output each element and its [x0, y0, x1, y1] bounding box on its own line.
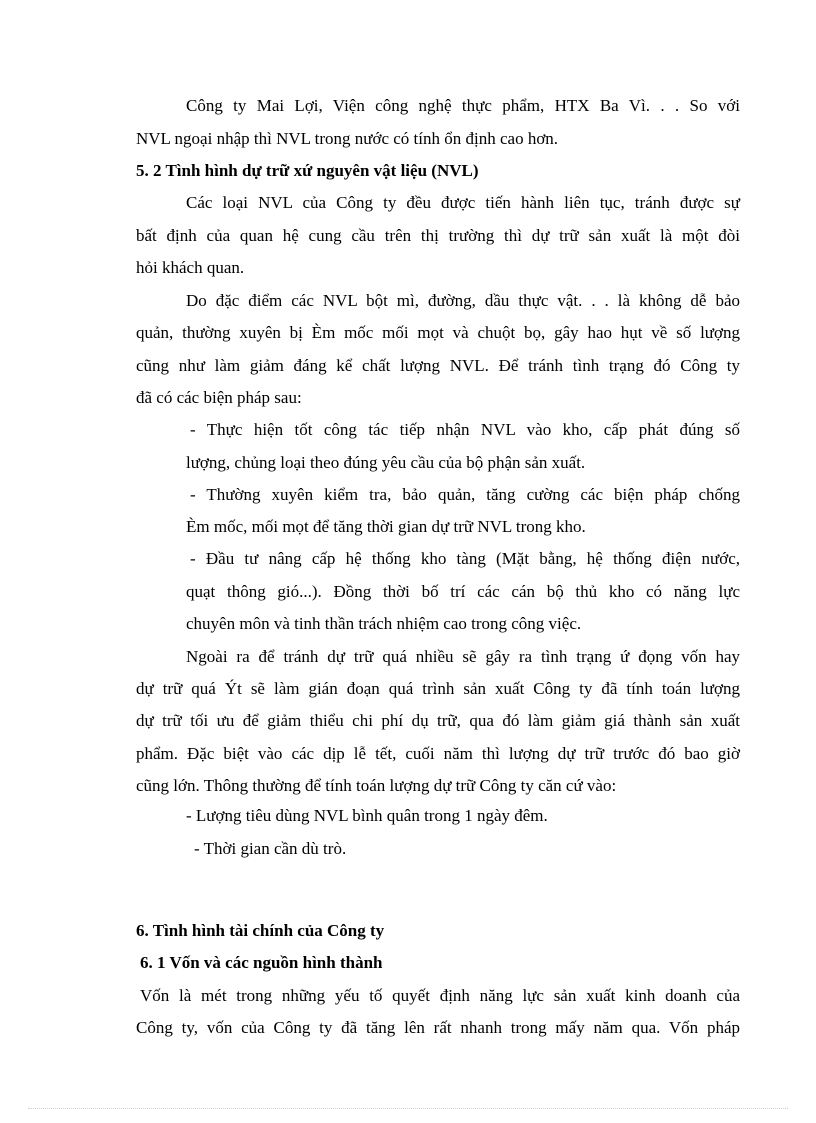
list-item-line: - Thực hiện tốt công tác tiếp nhận NVL vào kho, cấp phát đúng số	[190, 420, 740, 439]
paragraph-line: Công ty Mai Lợi, Viện công nghệ thực phẩm, HTX Ba Vì. . . So với	[186, 96, 740, 115]
list-item-line: - Lượng tiêu dùng NVL bình quân trong 1 ngày đêm.	[186, 806, 548, 825]
section-heading-5-2: 5. 2 Tình hình dự trữ xứ nguyên vật liệu (NVL)	[136, 161, 479, 180]
list-item-line: lượng, chủng loại theo đúng yêu cầu của bộ phận sản xuất.	[186, 453, 586, 472]
paragraph-line: Do đặc điểm các NVL bột mì, đường, dầu thực vật. . . là không dễ bảo	[186, 291, 740, 310]
paragraph-line: Các loại NVL của Công ty đều được tiến hành liên tục, tránh được sự	[186, 193, 740, 212]
paragraph-line: Ngoài ra để tránh dự trữ quá nhiều sẽ gây ra tình trạng ứ đọng vốn hay	[186, 647, 740, 666]
paragraph-line: cũng lớn. Thông thường để tính toán lượng dự trữ Công ty căn cứ vào:	[136, 776, 617, 795]
paragraph-line: NVL ngoại nhập thì NVL trong nước có tính ổn định cao hơn.	[136, 129, 559, 148]
list-item-line: chuyên môn và tinh thần trách nhiệm cao trong công việc.	[186, 614, 582, 633]
paragraph-line: cũng như làm giảm đáng kể chất lượng NVL. Để tránh tình trạng đó Công ty	[136, 356, 740, 375]
list-item-line: - Thường xuyên kiểm tra, bảo quản, tăng cường các biện pháp chống	[190, 485, 740, 504]
list-item-line: quạt thông gió...). Đồng thời bố trí các cán bộ thủ kho có năng lực	[186, 582, 740, 601]
paragraph-line: đã có các biện pháp sau:	[136, 388, 302, 407]
paragraph-line: dự trữ tối ưu để giảm thiểu chi phí dụ trữ, qua đó làm giảm giá thành sản xuất	[136, 711, 740, 730]
section-heading-6-1: 6. 1 Vốn và các nguồn hình thành	[140, 953, 383, 972]
paragraph-line: bất định của quan hệ cung cầu trên thị trường thì dự trữ sản xuất là một đòi	[136, 226, 740, 245]
page-bottom-rule	[28, 1108, 788, 1109]
paragraph-line: Vốn là mét trong những yếu tố quyết định năng lực sản xuất kinh doanh của	[140, 986, 740, 1005]
section-heading-6: 6. Tình hình tài chính của Công ty	[136, 921, 385, 940]
paragraph-line: dự trữ quá Ýt sẽ làm gián đoạn quá trình sản xuất Công ty đã tính toán lượng	[136, 679, 740, 698]
list-item-line: - Đầu tư nâng cấp hệ thống kho tàng (Mặt bằng, hệ thống điện nước,	[190, 549, 740, 568]
paragraph-line: quản, thường xuyên bị Èm mốc mối mọt và chuột bọ, gây hao hụt về số lượng	[136, 323, 740, 342]
paragraph-line: phẩm. Đặc biệt vào các dịp lễ tết, cuối năm thì lượng dự trữ trước đó bao giờ	[136, 744, 740, 763]
list-item-line: Èm mốc, mối mọt để tăng thời gian dự trữ NVL trong kho.	[186, 517, 586, 536]
list-item-line: - Thời gian cần dù trò.	[194, 839, 347, 858]
paragraph-line: Công ty, vốn của Công ty đã tăng lên rất nhanh trong mấy năm qua. Vốn pháp	[136, 1018, 740, 1037]
paragraph-line: hỏi khách quan.	[136, 258, 245, 277]
